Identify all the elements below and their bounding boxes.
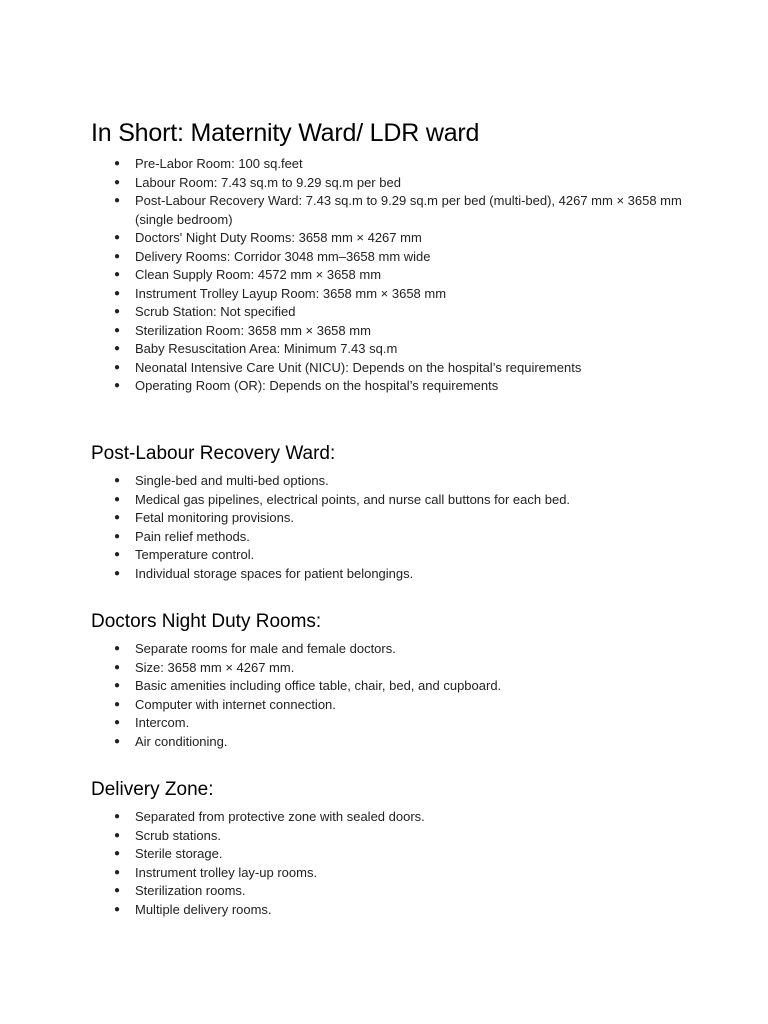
bullet-icon: ●: [114, 475, 121, 486]
bullet-icon: ●: [114, 829, 121, 841]
list-item-text: Doctors' Night Duty Rooms: 3658 mm × 4267 mm: [135, 230, 422, 245]
bullet-icon: ●: [114, 885, 121, 896]
list-item: [91, 340, 691, 359]
list-item: [91, 882, 691, 901]
list-item: [91, 359, 691, 378]
list-item: [91, 285, 691, 304]
list-item: [91, 714, 691, 733]
list-item: [91, 377, 691, 396]
list-item-text: Scrub Station: Not specified: [135, 304, 296, 319]
list-item: [91, 565, 691, 584]
bullet-icon: ●: [114, 176, 121, 188]
list-item-text: Air conditioning.: [135, 733, 228, 749]
list-item: [91, 303, 691, 322]
recovery-ward-section: [91, 442, 691, 583]
list-item: [91, 192, 691, 229]
bullet-icon: ●: [114, 549, 121, 560]
bullet-icon: ●: [114, 717, 121, 728]
list-item-text: Multiple delivery rooms.: [135, 901, 272, 917]
list-item-text: Clean Supply Room: 4572 mm × 3658 mm: [135, 267, 382, 282]
list-item-text: Pain relief methods.: [135, 528, 250, 544]
list-item-text: Computer with internet connection.: [135, 696, 336, 712]
list-item-text: Neonatal Intensive Care Unit (NICU): Depends on the hospital’s requirements: [135, 359, 582, 375]
bullet-icon: ●: [114, 195, 121, 206]
list-item: [91, 640, 691, 659]
bullet-icon: ●: [114, 567, 121, 579]
bullet-icon: ●: [114, 811, 121, 822]
bullet-icon: ●: [114, 735, 121, 747]
list-item: [91, 248, 691, 267]
bullet-icon: ●: [114, 380, 121, 391]
bullet-icon: ●: [114, 661, 121, 673]
list-item: [91, 827, 691, 846]
page-title: In Short: Maternity Ward/ LDR ward: [91, 119, 480, 147]
list-item-text: Separated from protective zone with sealed doors.: [135, 809, 425, 824]
bullet-icon: ●: [114, 512, 121, 523]
bullet-icon: ●: [114, 361, 121, 373]
list-item-text: Temperature control.: [135, 547, 255, 562]
bullet-icon: ●: [114, 158, 121, 169]
list-item: [91, 864, 691, 883]
bullet-icon: ●: [114, 530, 121, 542]
bullet-icon: ●: [114, 903, 121, 915]
list-item: [91, 174, 691, 193]
bullet-icon: ●: [114, 493, 121, 505]
bullet-icon: ●: [114, 848, 121, 859]
list-item: [91, 546, 691, 565]
bullet-icon: ●: [114, 306, 121, 317]
list-item-text: Instrument Trolley Layup Room: 3658 mm × 3658 mm: [135, 285, 447, 301]
list-item-text: Instrument trolley lay-up rooms.: [135, 864, 318, 880]
bullet-icon: ●: [114, 250, 121, 262]
list-item: [91, 322, 691, 341]
bullet-icon: ●: [114, 232, 121, 243]
delivery-zone-list: [91, 808, 691, 919]
doctors-rooms-list: [91, 640, 691, 751]
list-item-text: Delivery Rooms: Corridor 3048 mm–3658 mm wide: [135, 248, 431, 264]
list-item: [91, 845, 691, 864]
delivery-zone-section: [91, 778, 691, 919]
doctors-rooms-section: [91, 610, 691, 751]
list-item-text: Sterile storage.: [135, 846, 223, 861]
summary-section: [91, 118, 691, 396]
list-item: [91, 677, 691, 696]
list-item-text: Basic amenities including office table, chair, bed, and cupboard.: [135, 678, 502, 693]
list-item-text: Scrub stations.: [135, 827, 221, 843]
list-item: [91, 491, 691, 510]
list-item-text: Fetal monitoring provisions.: [135, 510, 294, 525]
bullet-icon: ●: [114, 324, 121, 336]
list-item: [91, 509, 691, 528]
list-item: [91, 696, 691, 715]
list-item-text: Size: 3658 mm × 4267 mm.: [135, 659, 295, 675]
list-item-text: Sterilization rooms.: [135, 883, 246, 898]
doctors-rooms-heading: Doctors Night Duty Rooms:: [91, 611, 322, 632]
recovery-ward-heading: Post-Labour Recovery Ward:: [91, 443, 336, 464]
list-item: [91, 528, 691, 547]
list-item-text: Pre-Labor Room: 100 sq.feet: [135, 156, 303, 171]
list-item-text: Sterilization Room: 3658 mm × 3658 mm: [135, 322, 371, 338]
list-item: [91, 901, 691, 920]
bullet-icon: ●: [114, 643, 121, 654]
bullet-icon: ●: [114, 343, 121, 354]
list-item: [91, 808, 691, 827]
list-item: [91, 229, 691, 248]
list-item: [91, 155, 691, 174]
list-item-text: Individual storage spaces for patient belongings.: [135, 565, 414, 581]
bullet-icon: ●: [114, 866, 121, 878]
bullet-icon: ●: [114, 269, 121, 280]
list-item-text: Medical gas pipelines, electrical points, and nurse call buttons for each bed.: [135, 491, 571, 507]
list-item-text: Single-bed and multi-bed options.: [135, 473, 329, 488]
summary-list: [91, 155, 691, 396]
bullet-icon: ●: [114, 680, 121, 691]
delivery-zone-heading: Delivery Zone:: [91, 779, 214, 800]
recovery-ward-list: [91, 472, 691, 583]
list-item: [91, 266, 691, 285]
list-item-text: Baby Resuscitation Area: Minimum 7.43 sq.m: [135, 341, 398, 356]
list-item-text: Operating Room (OR): Depends on the hospital’s requirements: [135, 378, 499, 393]
list-item-text: Separate rooms for male and female doctors.: [135, 641, 396, 656]
list-item-text: Post-Labour Recovery Ward: 7.43 sq.m to 9.29 sq.m per bed (multi-bed), 4267 mm × 3658 mm (single bedroom): [135, 193, 682, 227]
list-item: [91, 733, 691, 752]
bullet-icon: ●: [114, 287, 121, 299]
list-item: [91, 659, 691, 678]
list-item: [91, 472, 691, 491]
list-item-text: Labour Room: 7.43 sq.m to 9.29 sq.m per bed: [135, 174, 401, 190]
list-item-text: Intercom.: [135, 715, 190, 730]
bullet-icon: ●: [114, 698, 121, 710]
